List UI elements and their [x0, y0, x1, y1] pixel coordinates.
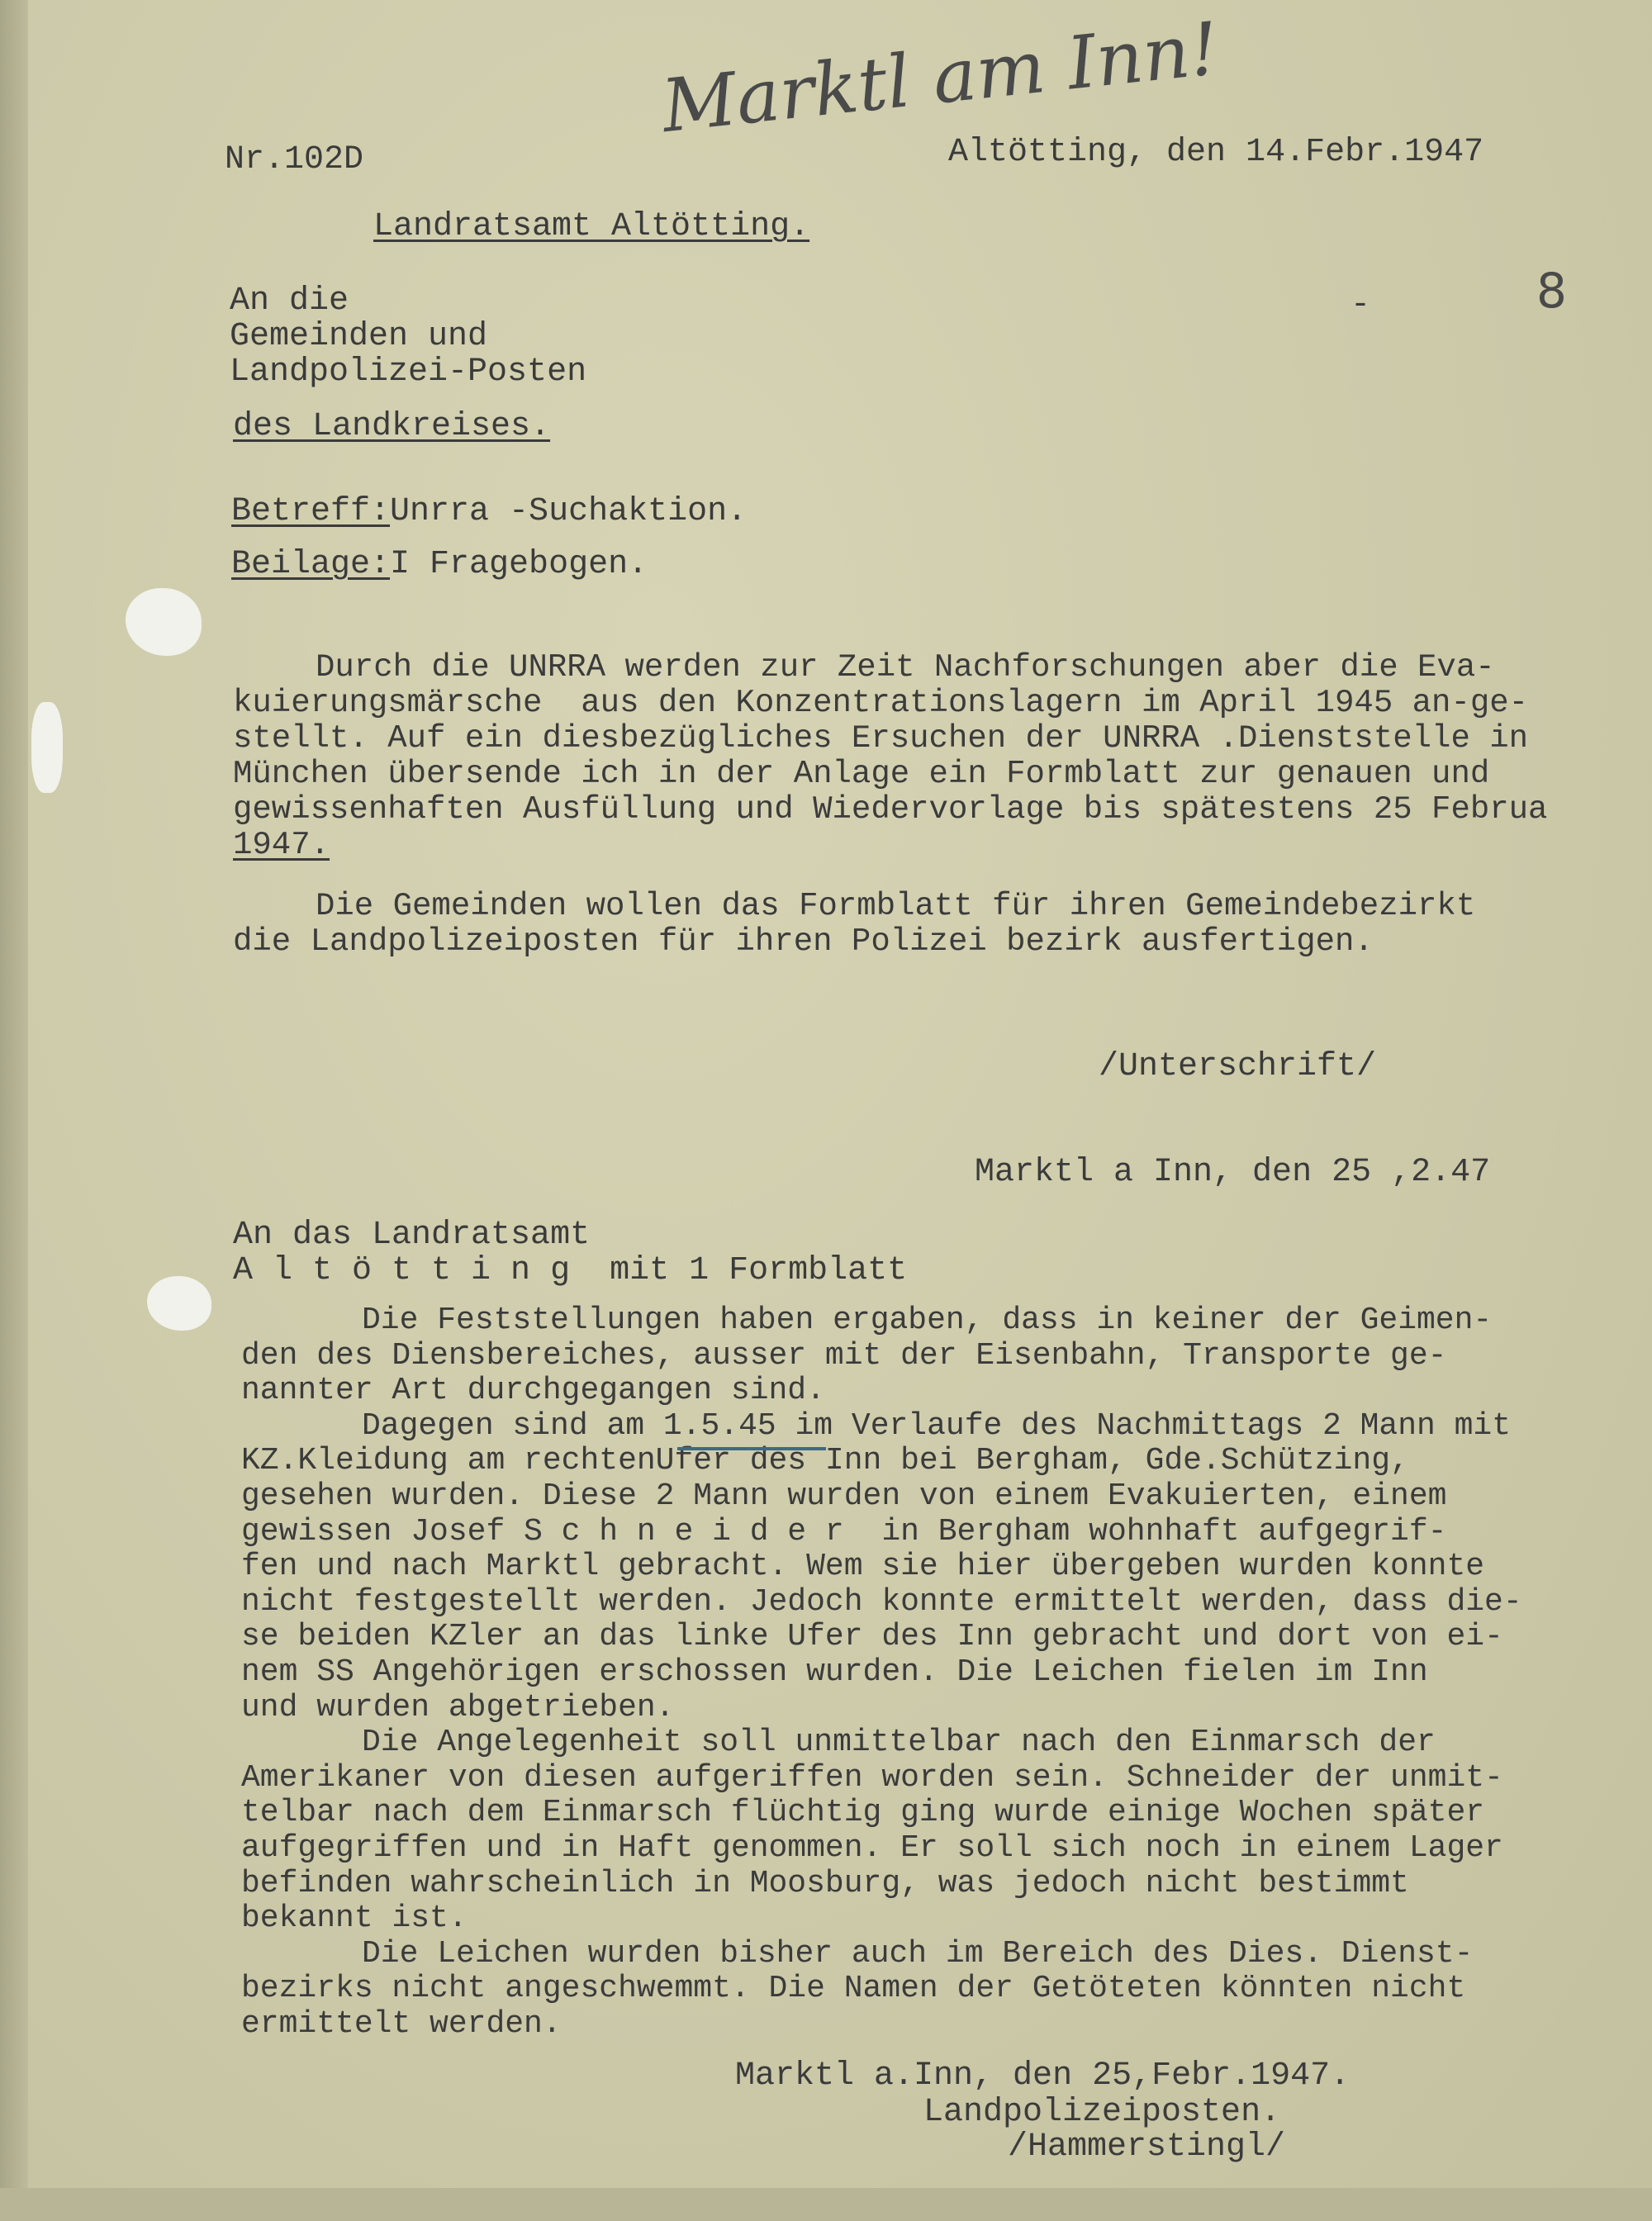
closing-signature: /Hammerstingl/	[1008, 2128, 1286, 2166]
closing-date: Marktl a.Inn, den 25,Febr.1947.	[735, 2057, 1351, 2095]
enclosure-text: I Fragebogen.	[390, 546, 648, 583]
reply-recipient-1: An das Landratsamt	[233, 1217, 591, 1254]
text-line: gewissen Josef S c h n e i d e r in Bergham wohnhaft aufgegrif-	[241, 1513, 1447, 1549]
letter1-paragraph-1	[233, 650, 1637, 863]
text-line: nannter Art durchgegangen sind.	[241, 1373, 825, 1409]
subject-label: Betreff:	[231, 493, 391, 530]
signature-placeholder: /Unterschrift/	[1099, 1048, 1377, 1085]
sender-office: Landratsamt Altötting.	[373, 208, 810, 245]
recipient-line-2: Gemeinden und	[230, 318, 488, 355]
punch-hole-bottom	[147, 1276, 211, 1331]
handwritten-header: Marktl am Inn!	[657, 5, 1223, 149]
punch-hole-top	[126, 588, 202, 656]
text-line: stellt. Auf ein diesbezügliches Ersuchen der UNRRA .Dienststelle in	[233, 720, 1529, 757]
text-line: Die Feststellungen haben ergaben, dass in keiner der Geimen-	[362, 1303, 1493, 1338]
text-line: Die Gemeinden wollen das Formblatt für ihren Gemeindebezirkt	[316, 888, 1476, 924]
enclosure-label: Beilage:	[231, 546, 391, 583]
reply-recipient-2: A l t ö t t i n g mit 1 Formblatt	[233, 1252, 908, 1289]
text-line: Amerikaner von diesen aufgeriffen worden sein. Schneider der unmit-	[241, 1759, 1503, 1796]
stamp-number: 8	[1536, 263, 1567, 319]
text-line: bezirks nicht angeschwemmt. Die Namen der Getöteten könnten nicht	[241, 1971, 1466, 2007]
text-line: nicht festgestellt werden. Jedoch konnte ermittelt werden, dass die-	[241, 1583, 1522, 1620]
letter-date: Altötting, den 14.Febr.1947	[948, 134, 1484, 171]
text-line: gewissenhaften Ausfüllung und Wiedervorlage bis spätestens 25 Februa	[233, 791, 1548, 828]
enclosure-line	[231, 547, 648, 583]
reference-number: Nr.102D	[225, 141, 364, 178]
subject-text: Unrra -Suchaktion.	[390, 493, 748, 530]
text-line: ermittelt werden.	[241, 2005, 562, 2042]
text-line: befinden wahrscheinlich in Moosburg, was jedoch nicht bestimmt	[241, 1865, 1409, 1901]
text-line: die Landpolizeiposten für ihren Polizei bezirk ausfertigen.	[233, 923, 1374, 960]
reply-date: Marktl a Inn, den 25 ,2.47	[975, 1154, 1491, 1191]
text-line: Die Leichen wurden bisher auch im Bereich des Dies. Dienst-	[362, 1935, 1474, 1972]
text-line: und wurden abgetrieben.	[241, 1689, 675, 1725]
paper-bottom-edge	[0, 2188, 1652, 2221]
text-line: KZ.Kleidung am rechtenUfer des Inn bei Bergham, Gde.Schützing,	[241, 1443, 1409, 1479]
text-line: nem SS Angehörigen erschossen wurden. Die Leichen fielen im Inn	[241, 1654, 1428, 1690]
torn-edge-mark	[31, 702, 63, 793]
text-line: München übersende ich in der Anlage ein Formblatt zur genauen und	[233, 756, 1490, 792]
text-line: bekannt ist.	[241, 1901, 468, 1937]
letter1-paragraph-2	[233, 889, 1637, 960]
text-line: gesehen wurden. Diese 2 Mann wurden von einem Evakuierten, einem	[241, 1478, 1447, 1514]
text-line: Durch die UNRRA werden zur Zeit Nachforschungen aber die Eva-	[316, 649, 1495, 686]
stamp-dash: -	[1351, 287, 1371, 324]
text-line: telbar nach dem Einmarsch flüchtig ging wurde einige Wochen später	[241, 1795, 1485, 1831]
blue-pencil-underline	[677, 1447, 826, 1450]
text-line: fen und nach Marktl gebracht. Wem sie hier übergeben wurden konnte	[241, 1549, 1485, 1585]
recipient-line-4: des Landkreises.	[233, 408, 551, 445]
text-line: kuierungsmärsche aus den Konzentrationslagern im April 1945 an-ge-	[233, 685, 1529, 721]
recipient-line-1: An die	[230, 282, 349, 320]
text-line: 1947.	[233, 827, 330, 863]
recipient-line-3: Landpolizei-Posten	[230, 354, 587, 391]
paper-left-edge	[0, 0, 28, 2221]
text-line: se beiden KZler an das linke Ufer des Inn gebracht und dort von ei-	[241, 1619, 1503, 1655]
subject-line	[231, 494, 747, 530]
text-line: Dagegen sind am 1.5.45 im Verlaufe des Nachmittags 2 Mann mit	[362, 1407, 1512, 1444]
reply-body	[241, 1303, 1637, 2042]
text-line: den des Diensbereiches, ausser mit der Eisenbahn, Transporte ge-	[241, 1337, 1447, 1374]
text-line: aufgegriffen und in Haft genommen. Er soll sich noch in einem Lager	[241, 1829, 1503, 1866]
text-line: Die Angelegenheit soll unmittelbar nach den Einmarsch der	[362, 1725, 1436, 1761]
closing-office: Landpolizeiposten.	[923, 2094, 1281, 2131]
